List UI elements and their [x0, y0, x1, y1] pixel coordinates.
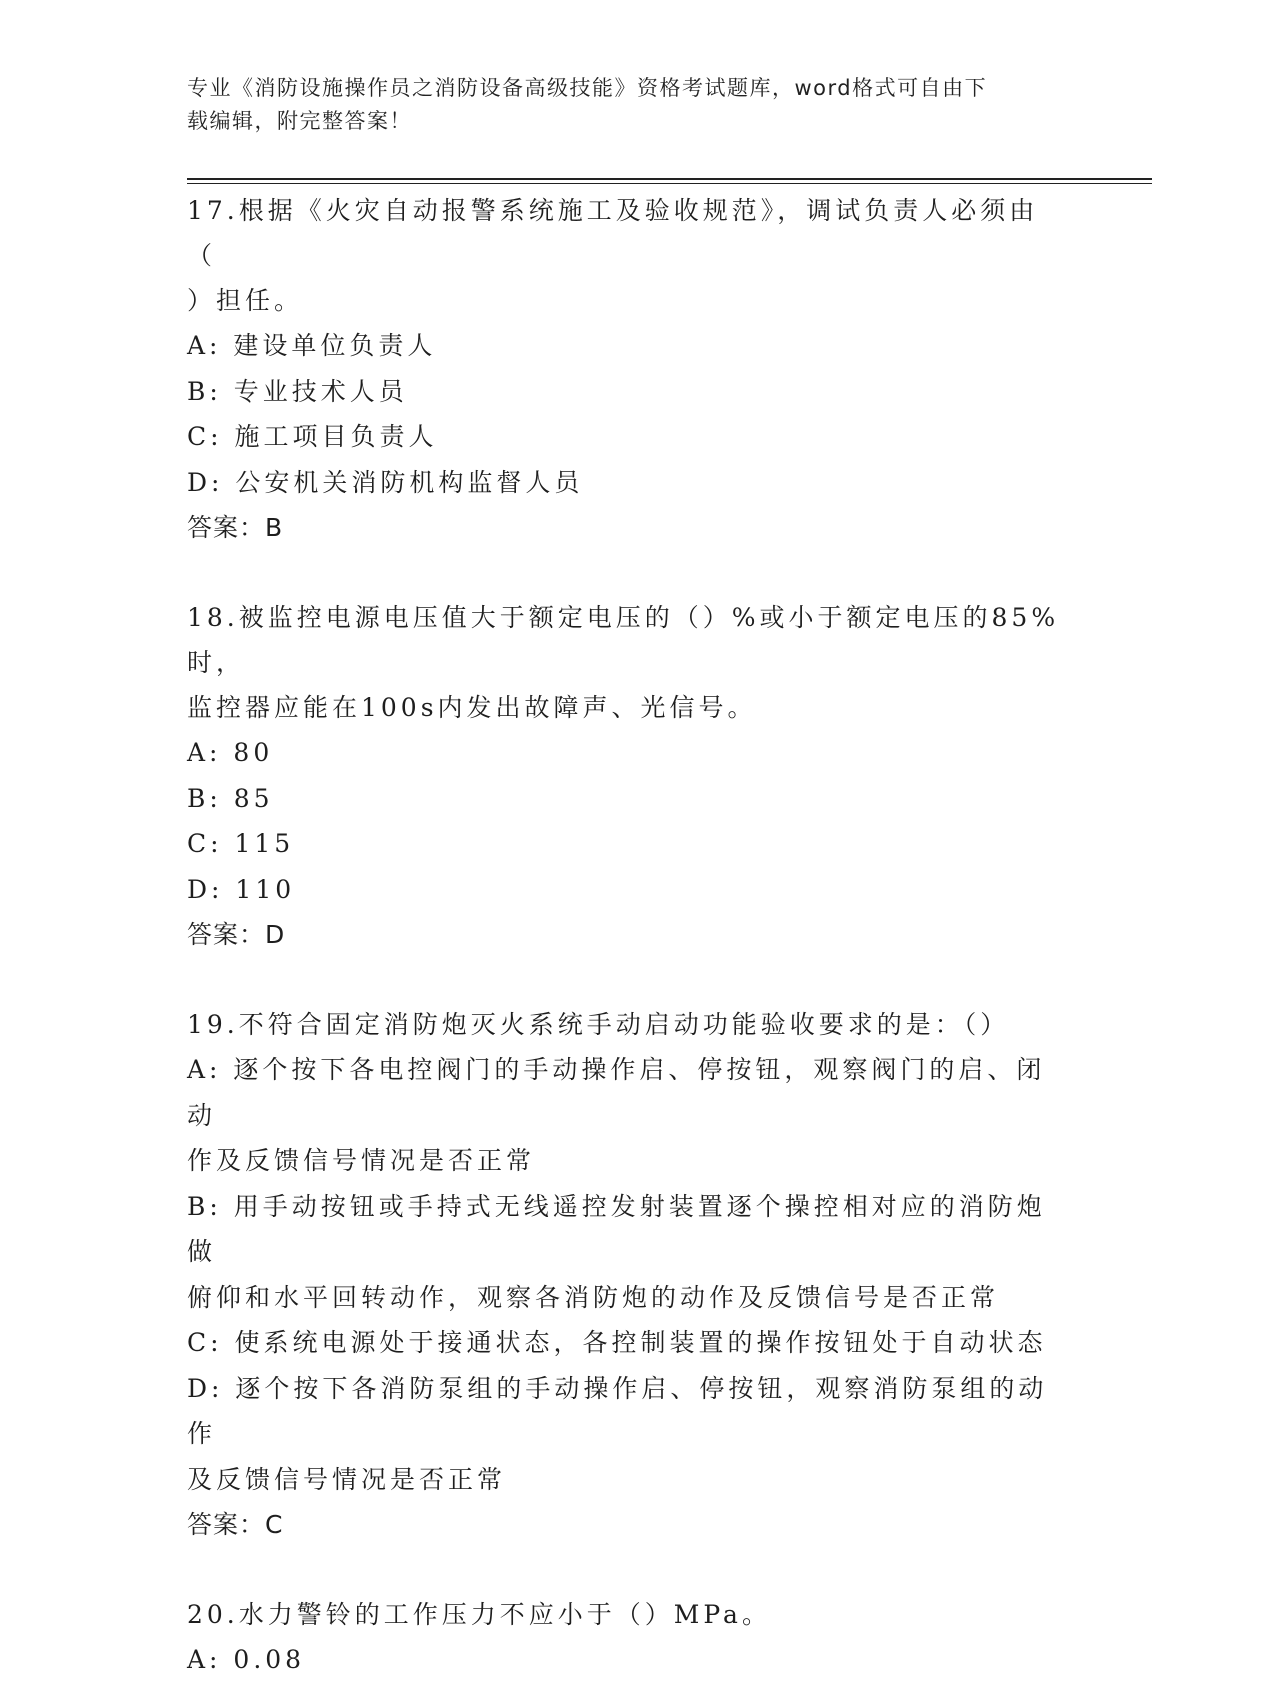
question-stem: 17.根据《火灾自动报警系统施工及验收规范》，调试负责人必须由（: [187, 196, 1039, 270]
option-c: C: 使系统电源处于接通状态，各控制装置的操作按钮处于自动状态: [187, 1328, 1047, 1357]
option-b-continued: 俯仰和水平回转动作，观察各消防炮的动作及反馈信号是否正常: [187, 1282, 1000, 1312]
question-20: [187, 1592, 1067, 1683]
option-a: A: 建设单位负责人: [187, 331, 437, 360]
question-list: [187, 188, 1067, 1683]
header-divider-thick: [187, 178, 1152, 180]
option-d-continued: 及反馈信号情况是否正常: [187, 1464, 507, 1494]
answer: 答案：D: [187, 920, 286, 949]
question-stem: 20.水力警铃的工作压力不应小于（）MPa。: [187, 1600, 771, 1629]
question-18: [187, 595, 1067, 957]
option-b: B: 85: [187, 783, 274, 813]
question-19: [187, 1002, 1067, 1547]
option-c: C: 施工项目负责人: [187, 422, 438, 451]
option-a-continued: 作及反馈信号情况是否正常: [187, 1146, 536, 1175]
question-stem-continued: 监控器应能在100s内发出故障声、光信号。: [187, 693, 757, 722]
header-divider-thin: [187, 183, 1152, 184]
answer: 答案：B: [187, 513, 284, 542]
option-d: D: 逐个按下各消防泵组的手动操作启、停按钮，观察消防泵组的动作: [187, 1373, 1048, 1448]
spacer: [187, 957, 1067, 1002]
header-line-1: 专业《消防设施操作员之消防设备高级技能》资格考试题库，word格式可自由下: [187, 76, 988, 100]
option-a: A: 80: [187, 738, 274, 767]
option-c: C: 115: [187, 829, 295, 858]
option-a: A: 逐个按下各电控阀门的手动操作启、停按钮，观察阀门的启、闭动: [187, 1055, 1046, 1130]
question-17: [187, 188, 1067, 550]
spacer: [187, 550, 1067, 595]
header-line-2: 载编辑，附完整答案！: [187, 109, 412, 133]
option-a: A: 0.08: [187, 1645, 306, 1674]
option-d: D: 110: [187, 874, 296, 904]
option-d: D: 公安机关消防机构监督人员: [187, 467, 584, 497]
question-stem: 19.不符合固定消防炮灭火系统手动启动功能验收要求的是：（）: [187, 1010, 1010, 1039]
document-header: [187, 72, 1067, 138]
spacer: [187, 1547, 1067, 1592]
question-stem: 18.被监控电源电压值大于额定电压的（）%或小于额定电压的85%时，: [187, 603, 1060, 677]
option-b: B: 专业技术人员: [187, 376, 408, 406]
answer: 答案：C: [187, 1510, 284, 1539]
question-stem-continued: ）担任。: [187, 286, 304, 315]
option-b: B: 用手动按钮或手持式无线遥控发射装置逐个操控相对应的消防炮做: [187, 1191, 1046, 1266]
